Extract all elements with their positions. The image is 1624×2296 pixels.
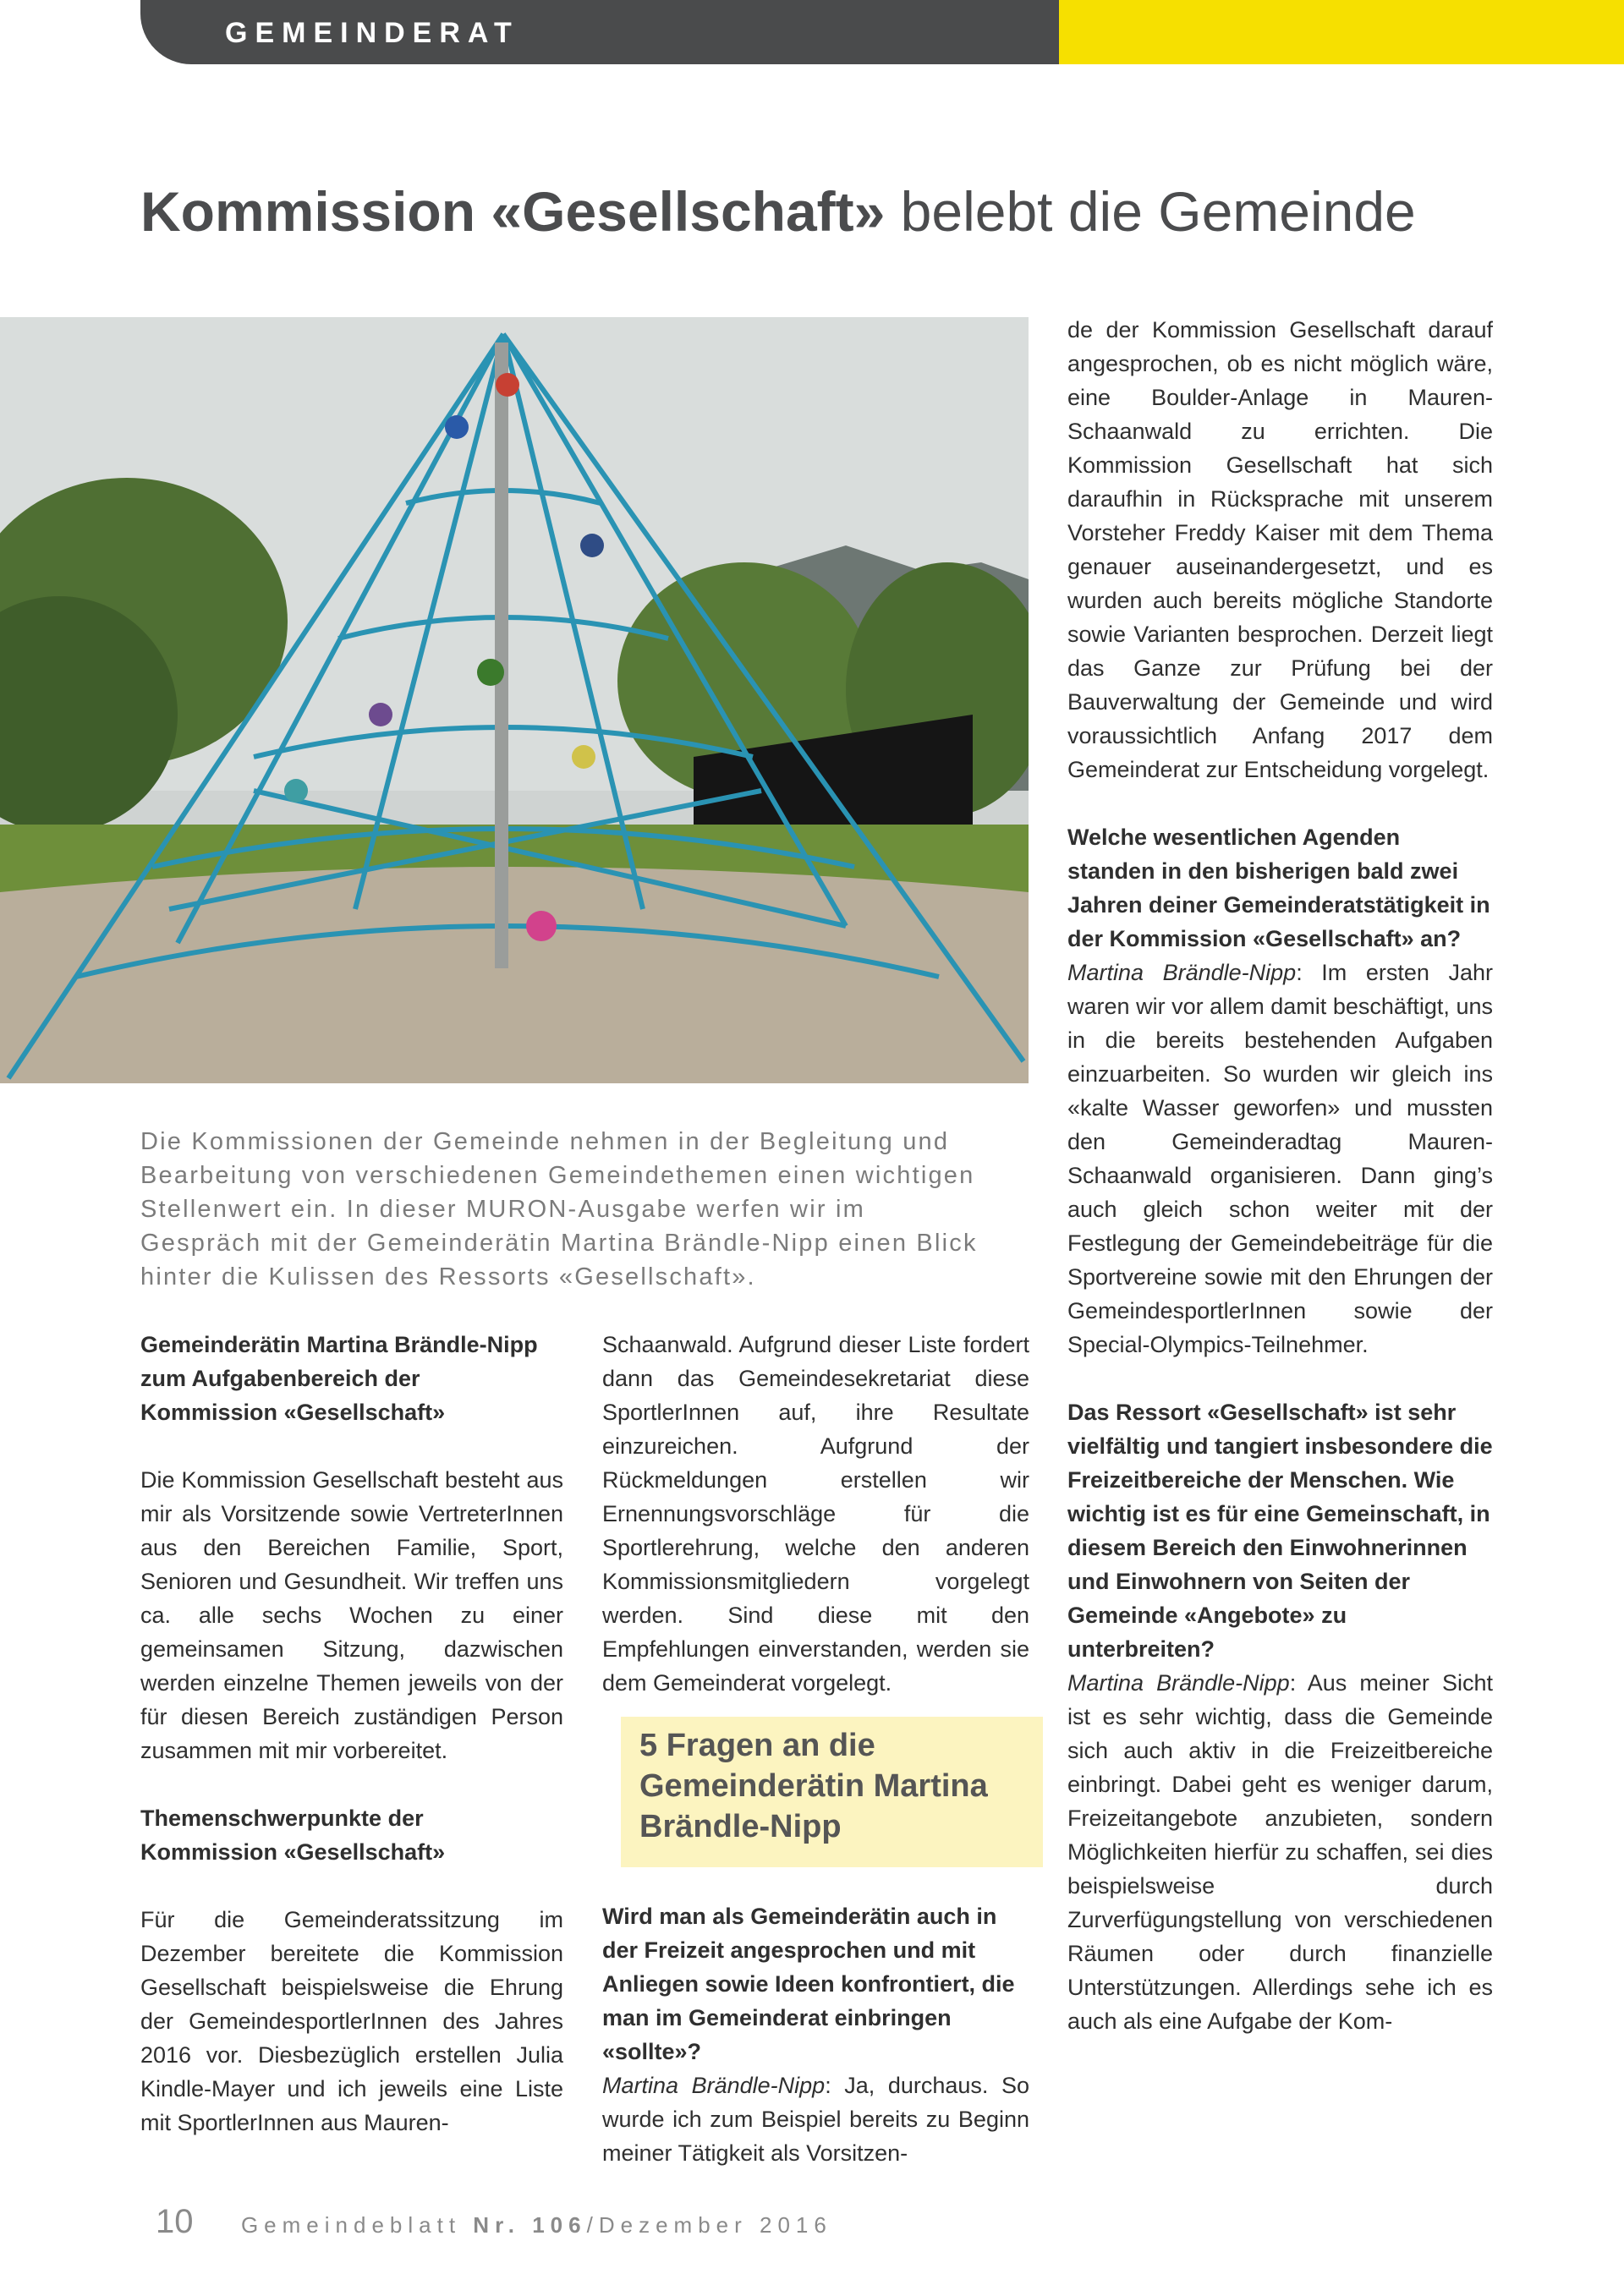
- column-2: [602, 1328, 1029, 2170]
- question-1: Wird man als Gemeinderätin auch in der Freizeit angesprochen und mit Anliegen sowie Ideen konfrontiert, die man im Gemeinderat einbringen «sollte»?: [602, 1904, 1015, 2064]
- section-header-bar: [140, 0, 1059, 64]
- answer-1: [602, 2069, 1029, 2170]
- section-label: GEMEINDERAT: [225, 17, 519, 49]
- article-title-rest: belebt die Gemeinde: [885, 180, 1416, 243]
- page-footer: [156, 2203, 832, 2241]
- answer-3-text: : Aus meiner Sicht ist es sehr wichtig, dass die Gemeinde sich auch aktiv in die Freizeitbereiche einbringt. Dabei geht es weniger darum, Freizeitangebote anzubieten, sondern Möglichkeiten hierfür zu schaffen, sei dies beispielsweise durch Zurverfügungstellung von verschiedenen Räumen oder durch finanzielle Unterstützungen. Allerdings sehe ich es auch als eine Aufgabe der Kom-: [1067, 1670, 1493, 2034]
- fragen-box: 5 Fragen an die Gemeinderätin Martina Brändle-Nipp: [621, 1717, 1043, 1867]
- publication-name: Gemeindeblatt: [240, 2212, 462, 2238]
- question-2: Welche wesentlichen Agenden standen in den bisherigen bald zwei Jahren deiner Gemeinderatstätigkeit in der Kommission «Gesellschaft» an?: [1067, 825, 1490, 951]
- answer-2-speaker: Martina Brändle-Nipp: [1067, 960, 1297, 985]
- article-title: [140, 178, 1578, 245]
- question-3: Das Ressort «Gesellschaft» ist sehr vielfältig und tangiert insbesondere die Freizeitbereiche der Menschen. Wie wichtig ist es für eine Gemeinschaft, in diesem Bereich den Einwohnerinnen und Einwohnern von Seiten der Gemeinde «Angebote» zu unterbreiten?: [1067, 1400, 1493, 1662]
- subheading-aufgabenbereich: Gemeinderätin Martina Brändle-Nipp zum Aufgabenbereich der Kommission «Gesellschaft»: [140, 1332, 538, 1425]
- paragraph-kommission-besteht: Die Kommission Gesellschaft besteht aus mir als Vorsitzende sowie VertreterInnen aus den Bereichen Familie, Sport, Senioren und Gesundheit. Wir treffen uns ca. alle sechs Wochen zu einer gemeinsamen Sitzung, dazwischen werden einzelne Themen jeweils von der für diesen Bereich zuständigen Person zusammen mit mir vorbereitet.: [140, 1467, 563, 1763]
- answer-3-speaker: Martina Brändle-Nipp: [1067, 1670, 1290, 1696]
- rope-pyramid-illustration: [0, 317, 1029, 1083]
- header-accent: [1059, 0, 1624, 64]
- column-3: [1067, 313, 1493, 2038]
- issue-date: /Dezember 2016: [586, 2212, 832, 2238]
- paragraph-sportlerliste: Schaanwald. Aufgrund dieser Liste fordert dann das Gemeindesekretariat diese SportlerInnen auf, ihre Resultate einzureichen. Aufgrund der Rückmeldungen erstellen wir Ernennungsvorschläge für die Sportlerehrung, welche den anderen Kommissionsmitgliedern vorgelegt werden. Sind diese mit den Empfehlungen einverstanden, werden sie dem Gemeinderat vorgelegt.: [602, 1332, 1029, 1696]
- paragraph-gemeinderatssitzung: Für die Gemeinderatssitzung im Dezember bereitete die Kommission Gesellschaft beispielsweise die Ehrung der GemeindesportlerInnen des Jahres 2016 vor. Diesbezüglich erstellen Julia Kindle-Mayer und ich jeweils eine Liste mit SportlerInnen aus Mauren-: [140, 1907, 563, 2135]
- lead-paragraph: Die Kommissionen der Gemeinde nehmen in der Begleitung und Bearbeitung von verschiedenen Gemeindethemen einen wichtigen Stellenwert ein. In dieser MURON-Ausgabe werfen wir im Gespräch mit der Gemeinderätin Martina Brändle-Nipp einen Blick hinter die Kulissen des Ressorts «Gesellschaft».: [140, 1128, 978, 1290]
- playground-photo: [0, 317, 1029, 1083]
- publication-info: [241, 2212, 832, 2238]
- article-title-bold: Kommission «Gesellschaft»: [140, 180, 886, 243]
- answer-1-speaker: Martina Brändle-Nipp: [602, 2073, 826, 2098]
- answer-2: [1067, 956, 1493, 1362]
- subheading-themenschwerpunkte: Themenschwerpunkte der Kommission «Gesellschaft»: [140, 1806, 446, 1865]
- issue-number: 106: [532, 2212, 587, 2238]
- answer-2-text: : Im ersten Jahr waren wir vor allem damit beschäftigt, uns in die bereits bestehenden Aufgaben einzuarbeiten. So wurden wir gleich ins «kalte Wasser geworfen» und mussten den Gemeinderadtag Mauren-Schaanwald organisieren. Dann ging’s auch gleich schon weiter mit der Festlegung der Gemeindebeiträge für die Sportvereine sowie mit den Ehrungen der GemeindesportlerInnen sowie der Special-Olympics-Teilnehmer.: [1067, 960, 1493, 1357]
- paragraph-boulder-anlage: de der Kommission Gesellschaft darauf angesprochen, ob es nicht möglich wäre, eine Boulder-Anlage in Mauren-Schaanwald zu errichten. Die Kommission Gesellschaft hat sich daraufhin in Rücksprache mit unserem Vorsteher Freddy Kaiser mit dem Thema genauer auseinandergesetzt, und es wurden auch bereits mögliche Standorte sowie Varianten besprochen. Derzeit liegt das Ganze zur Prüfung bei der Bauverwaltung der Gemeinde und wird voraussichtlich Anfang 2017 dem Gemeinderat zur Entscheidung vorgelegt.: [1067, 317, 1493, 782]
- column-1: [140, 1328, 563, 2140]
- answer-3: [1067, 1666, 1493, 2038]
- page-number: 10: [156, 2203, 194, 2240]
- answer-1-text: : Ja, durchaus. So wurde ich zum Beispiel bereits zu Beginn meiner Tätigkeit als Vorsitzen-: [602, 2073, 1029, 2166]
- issue-label: Nr.: [473, 2212, 520, 2238]
